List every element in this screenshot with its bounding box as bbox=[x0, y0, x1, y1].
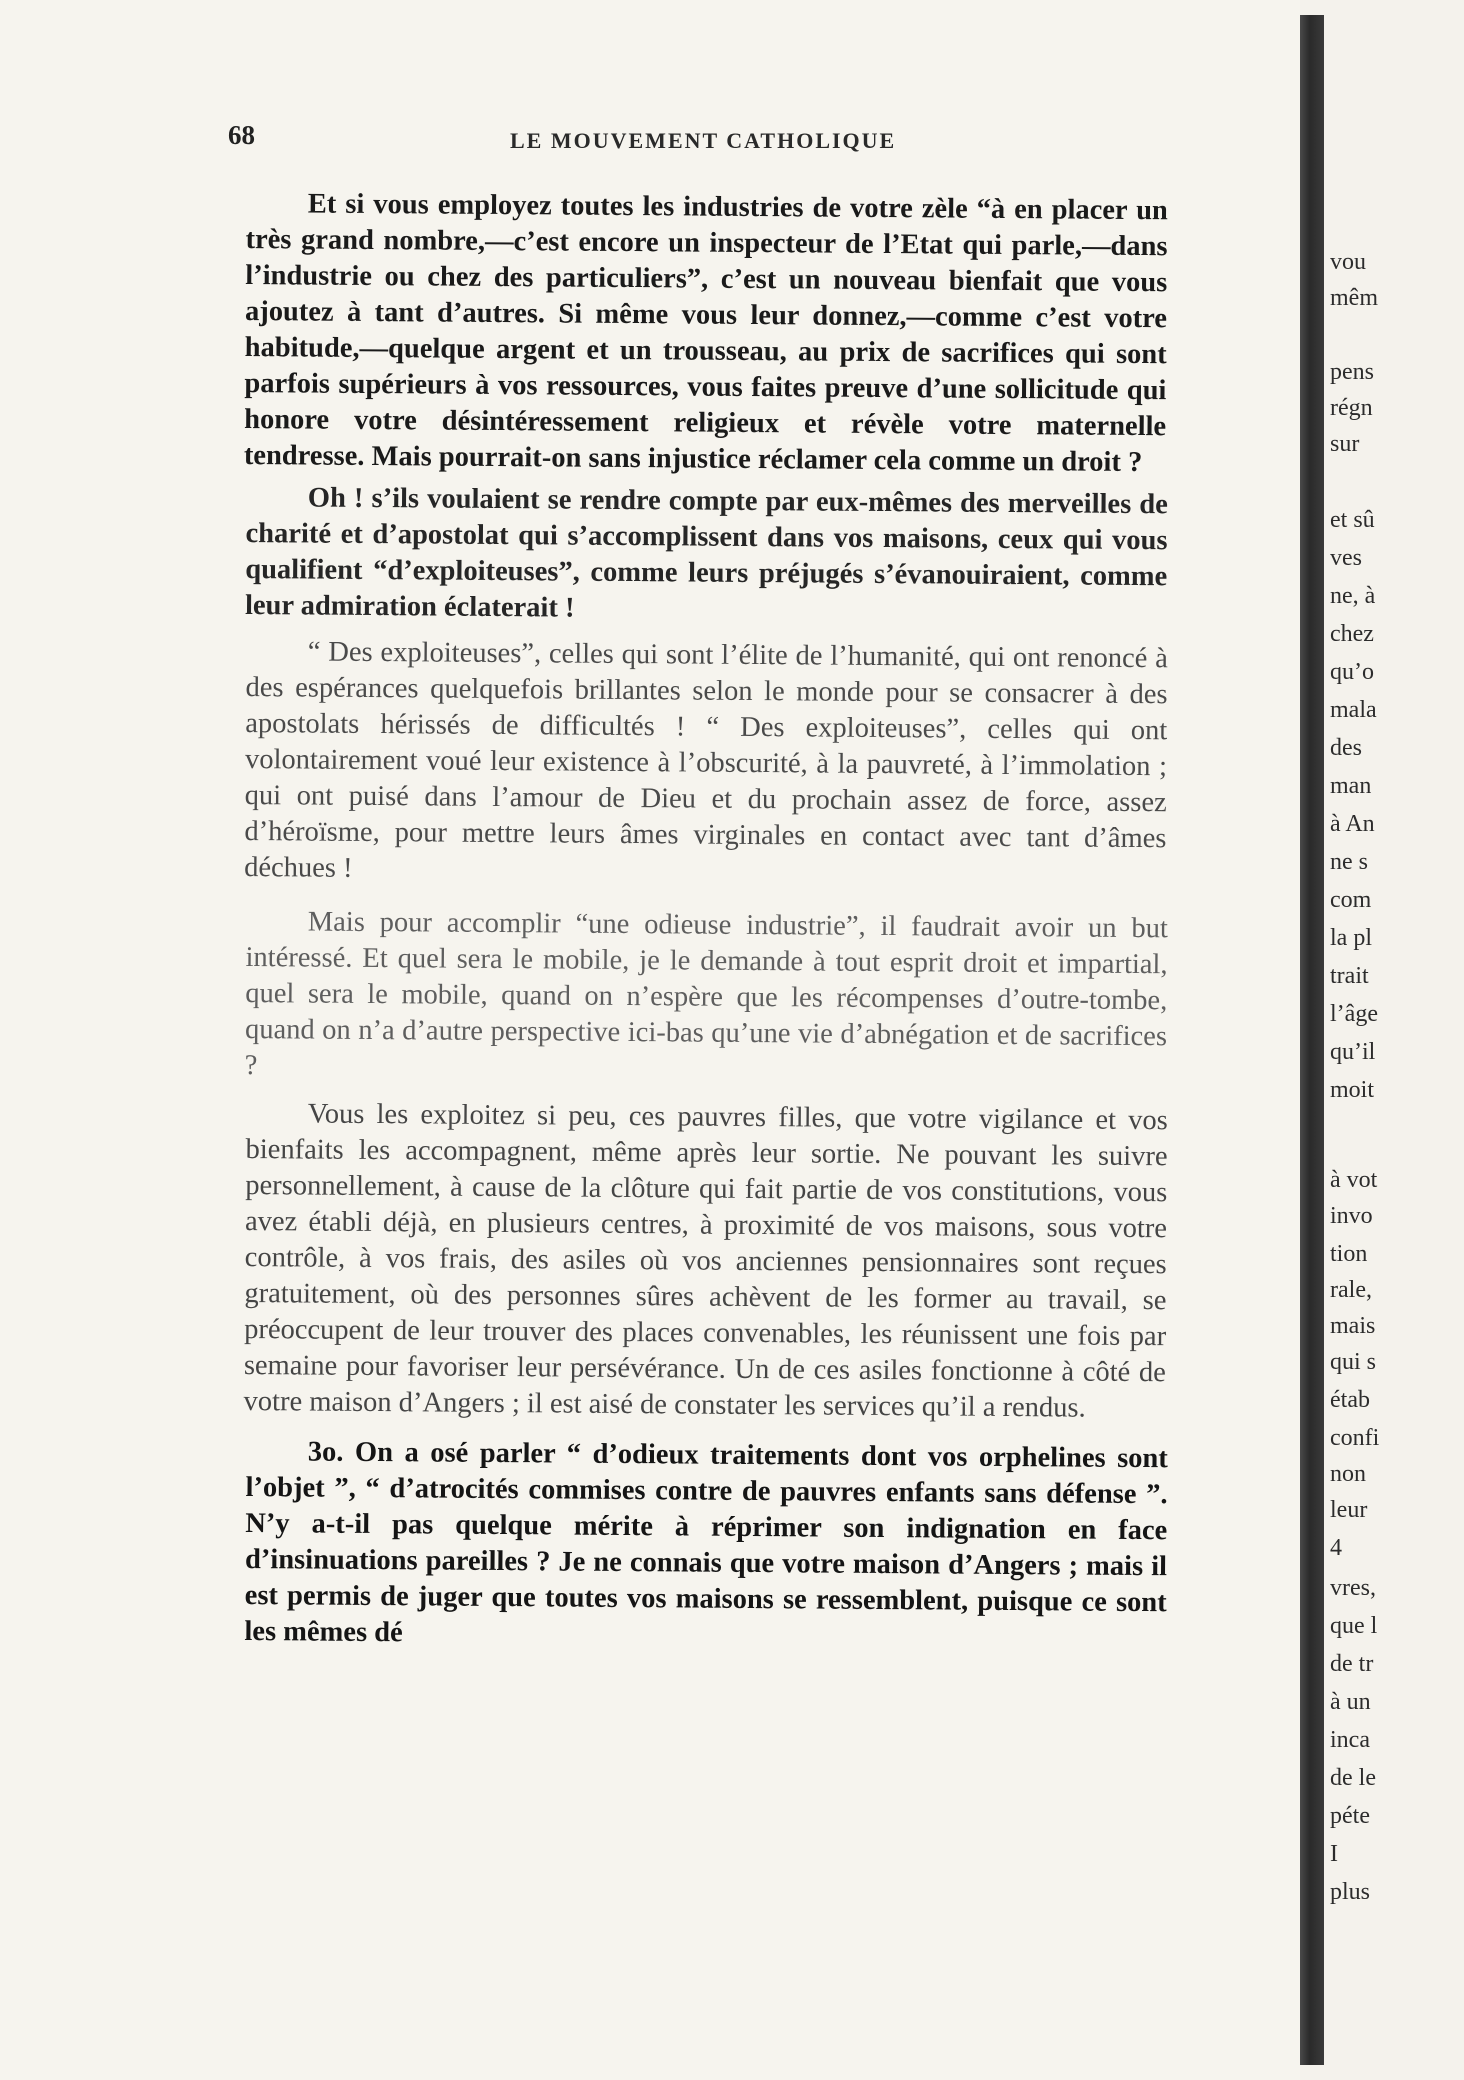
facing-page-line: à un bbox=[1330, 1689, 1371, 1715]
facing-page-line: étab bbox=[1330, 1387, 1370, 1413]
facing-page-line: vou bbox=[1330, 249, 1366, 275]
facing-page-line: régn bbox=[1330, 395, 1373, 421]
paragraph-6: 3o. On a osé parler “ d’odieux traitements dont vos orphelines sont l’objet ”, “ d’atrocités commises contre de pauvres enfants sans défense ”. N’y a-t-il pas quelque mérite à réprimer son indignation en face d’insinuations pareilles ? Je ne connais que votre maison d’Angers ; mais il est permis de juger que toutes vos maisons se ressemblent, puisque ce sont les mêmes dé bbox=[244, 1436, 1168, 1649]
facing-page-line: tion bbox=[1330, 1241, 1368, 1267]
paragraph-4: Mais pour accomplir “une odieuse industrie”, il faudrait avoir un but intéressé. Et quel sera le mobile, je le demande à tout esprit droit et impartial, quel sera le mobile, quand on n’espère que les récompenses d’outre-tombe, quand on n’a d’autre perspective ici-bas qu’une vie d’abnégation et de sacrifices ? bbox=[244, 906, 1168, 1082]
facing-page-line: pens bbox=[1330, 359, 1374, 385]
facing-page-line: des bbox=[1330, 735, 1362, 761]
facing-page-line: qu’il bbox=[1330, 1039, 1376, 1065]
facing-page-line: moit bbox=[1330, 1077, 1375, 1103]
paragraph-2: Oh ! s’ils voulaient se rendre compte par eux-mêmes des merveilles de charité et d’apostolat qui s’accomplissent dans vos maisons, ceux qui vous qualifient “d’exploiteuses”, comme leurs préjugés s’évanouiraient, comme leur admiration éclaterait ! bbox=[244, 482, 1168, 624]
facing-page-line: ves bbox=[1330, 545, 1362, 571]
paragraph-3: “ Des exploiteuses”, celles qui sont l’élite de l’humanité, qui ont renoncé à des espérances quelquefois brillantes selon le monde pour se consacrer à des apostolats hérissés de difficultés ! “ Des exploiteuses”, celles qui ont volontairement voué leur existence à l’obscurité, à la pauvreté, à l’immolation ; qui ont puisé dans l’amour de Dieu et du prochain assez de force, assez d’héroïsme, pour mettre leurs âmes virginales en contact avec tant d’âmes déchues ! bbox=[244, 636, 1168, 884]
facing-page-line: plus bbox=[1330, 1879, 1371, 1905]
facing-page-line: man bbox=[1330, 773, 1372, 799]
facing-page-line: de tr bbox=[1330, 1651, 1374, 1677]
paragraph-5: Vous les exploitez si peu, ces pauvres filles, que votre vigilance et vos bienfaits les accompagnent, même après leur sortie. Ne pouvant les suivre personnellement, à cause de la clôture qui fait partie de vos constitutions, vous avez établi déjà, en plusieurs centres, à proximité de vos maisons, sous votre contrôle, à vos frais, des asiles où vos anciennes pensionnaires sont reçues gratuitement, où des personnes sûres achèvent de les former au travail, se préoccupent de leur trouver des places convenables, les réunissent une fois par semaine pour favoriser leur persévérance. Un de ces asiles fonctionne à côté de votre maison d’Angers ; il est aisé de constater les services qu’il a rendus. bbox=[243, 1098, 1168, 1424]
page-number: 68 bbox=[228, 120, 255, 150]
facing-page-line: rale, bbox=[1330, 1277, 1372, 1303]
facing-page-edge bbox=[1324, 0, 1464, 2080]
facing-page-line: sur bbox=[1330, 431, 1360, 457]
facing-page-line: mêm bbox=[1330, 285, 1378, 311]
paragraph-1: Et si vous employez toutes les industries de votre zèle “à en placer un très grand nombre,—c’est encore un inspecteur de l’Etat qui parle,—dans l’industrie ou chez des particuliers”, c’est un nouveau bienfait que vous ajoutez à tant d’autres. Si même vous leur donnez,—comme c’est votre habitude,—quelque argent et un trousseau, au prix de sacrifices qui sont parfois supérieurs à vos ressources, vous faites preuve d’une sollicitude qui honore votre désintéressement religieux et révèle votre maternelle tendresse. Mais pourrait-on sans injustice réclamer cela comme un droit ? bbox=[243, 188, 1168, 479]
facing-page-line: qu’o bbox=[1330, 659, 1374, 685]
facing-page-line: I bbox=[1330, 1841, 1338, 1867]
facing-page-line: de le bbox=[1330, 1765, 1376, 1791]
facing-page-line: vres, bbox=[1330, 1575, 1376, 1601]
facing-page-line: trait bbox=[1330, 963, 1369, 989]
facing-page-line: com bbox=[1330, 887, 1372, 913]
facing-page-line: leur bbox=[1330, 1497, 1368, 1523]
facing-page-line: ne s bbox=[1330, 849, 1368, 875]
facing-page-line: la pl bbox=[1330, 925, 1372, 951]
facing-page-line: à vot bbox=[1330, 1167, 1378, 1193]
page-header bbox=[228, 120, 1228, 160]
facing-page-line: mala bbox=[1330, 697, 1377, 723]
facing-page-line: péte bbox=[1330, 1803, 1370, 1829]
facing-page-line: inca bbox=[1330, 1727, 1370, 1753]
facing-page-line: l’âge bbox=[1330, 1001, 1378, 1027]
facing-page-line: chez bbox=[1330, 621, 1374, 647]
facing-page-line: ne, à bbox=[1330, 583, 1376, 609]
facing-page-line: invo bbox=[1330, 1203, 1373, 1229]
facing-page-line: non bbox=[1330, 1461, 1366, 1487]
facing-page-line: à An bbox=[1330, 811, 1375, 837]
body-text bbox=[243, 186, 1168, 1650]
facing-page-line: 4 bbox=[1330, 1535, 1342, 1561]
running-title: LE MOUVEMENT CATHOLIQUE bbox=[510, 128, 897, 153]
facing-page-line: que l bbox=[1330, 1613, 1378, 1639]
facing-page-line: confi bbox=[1330, 1425, 1380, 1451]
facing-page-line: qui s bbox=[1330, 1349, 1377, 1375]
book-gutter bbox=[1300, 15, 1324, 2065]
facing-page-line: et sû bbox=[1330, 507, 1375, 533]
facing-page-line: mais bbox=[1330, 1313, 1376, 1339]
